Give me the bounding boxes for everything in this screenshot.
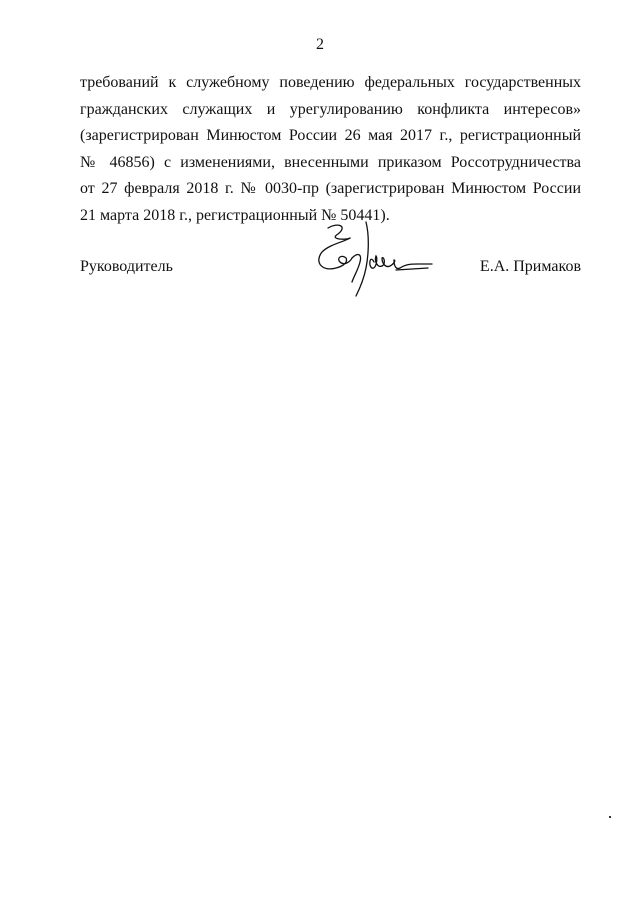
scan-speck bbox=[609, 816, 611, 818]
signatory-name: Е.А. Примаков bbox=[479, 258, 581, 275]
handwritten-signature bbox=[308, 218, 438, 298]
body-line: № 46856) с изменениями, внесенными приказом Россотрудничества bbox=[80, 153, 581, 171]
body-line: гражданских служащих и урегулированию конфликта интересов» bbox=[80, 100, 581, 118]
body-line: от 27 февраля 2018 г. № 0030-пр (зарегистрирован Минюстом России bbox=[80, 180, 581, 197]
body-paragraph bbox=[80, 70, 581, 229]
page-number: 2 bbox=[316, 36, 324, 53]
signatory-title: Руководитель bbox=[80, 258, 173, 275]
body-line: требований к служебному поведению федеральных государственных bbox=[80, 74, 581, 91]
body-line: 21 марта 2018 г., регистрационный № 50441). bbox=[80, 206, 390, 224]
body-line: (зарегистрирован Минюстом России 26 мая 2017 г., регистрационный bbox=[80, 127, 581, 144]
